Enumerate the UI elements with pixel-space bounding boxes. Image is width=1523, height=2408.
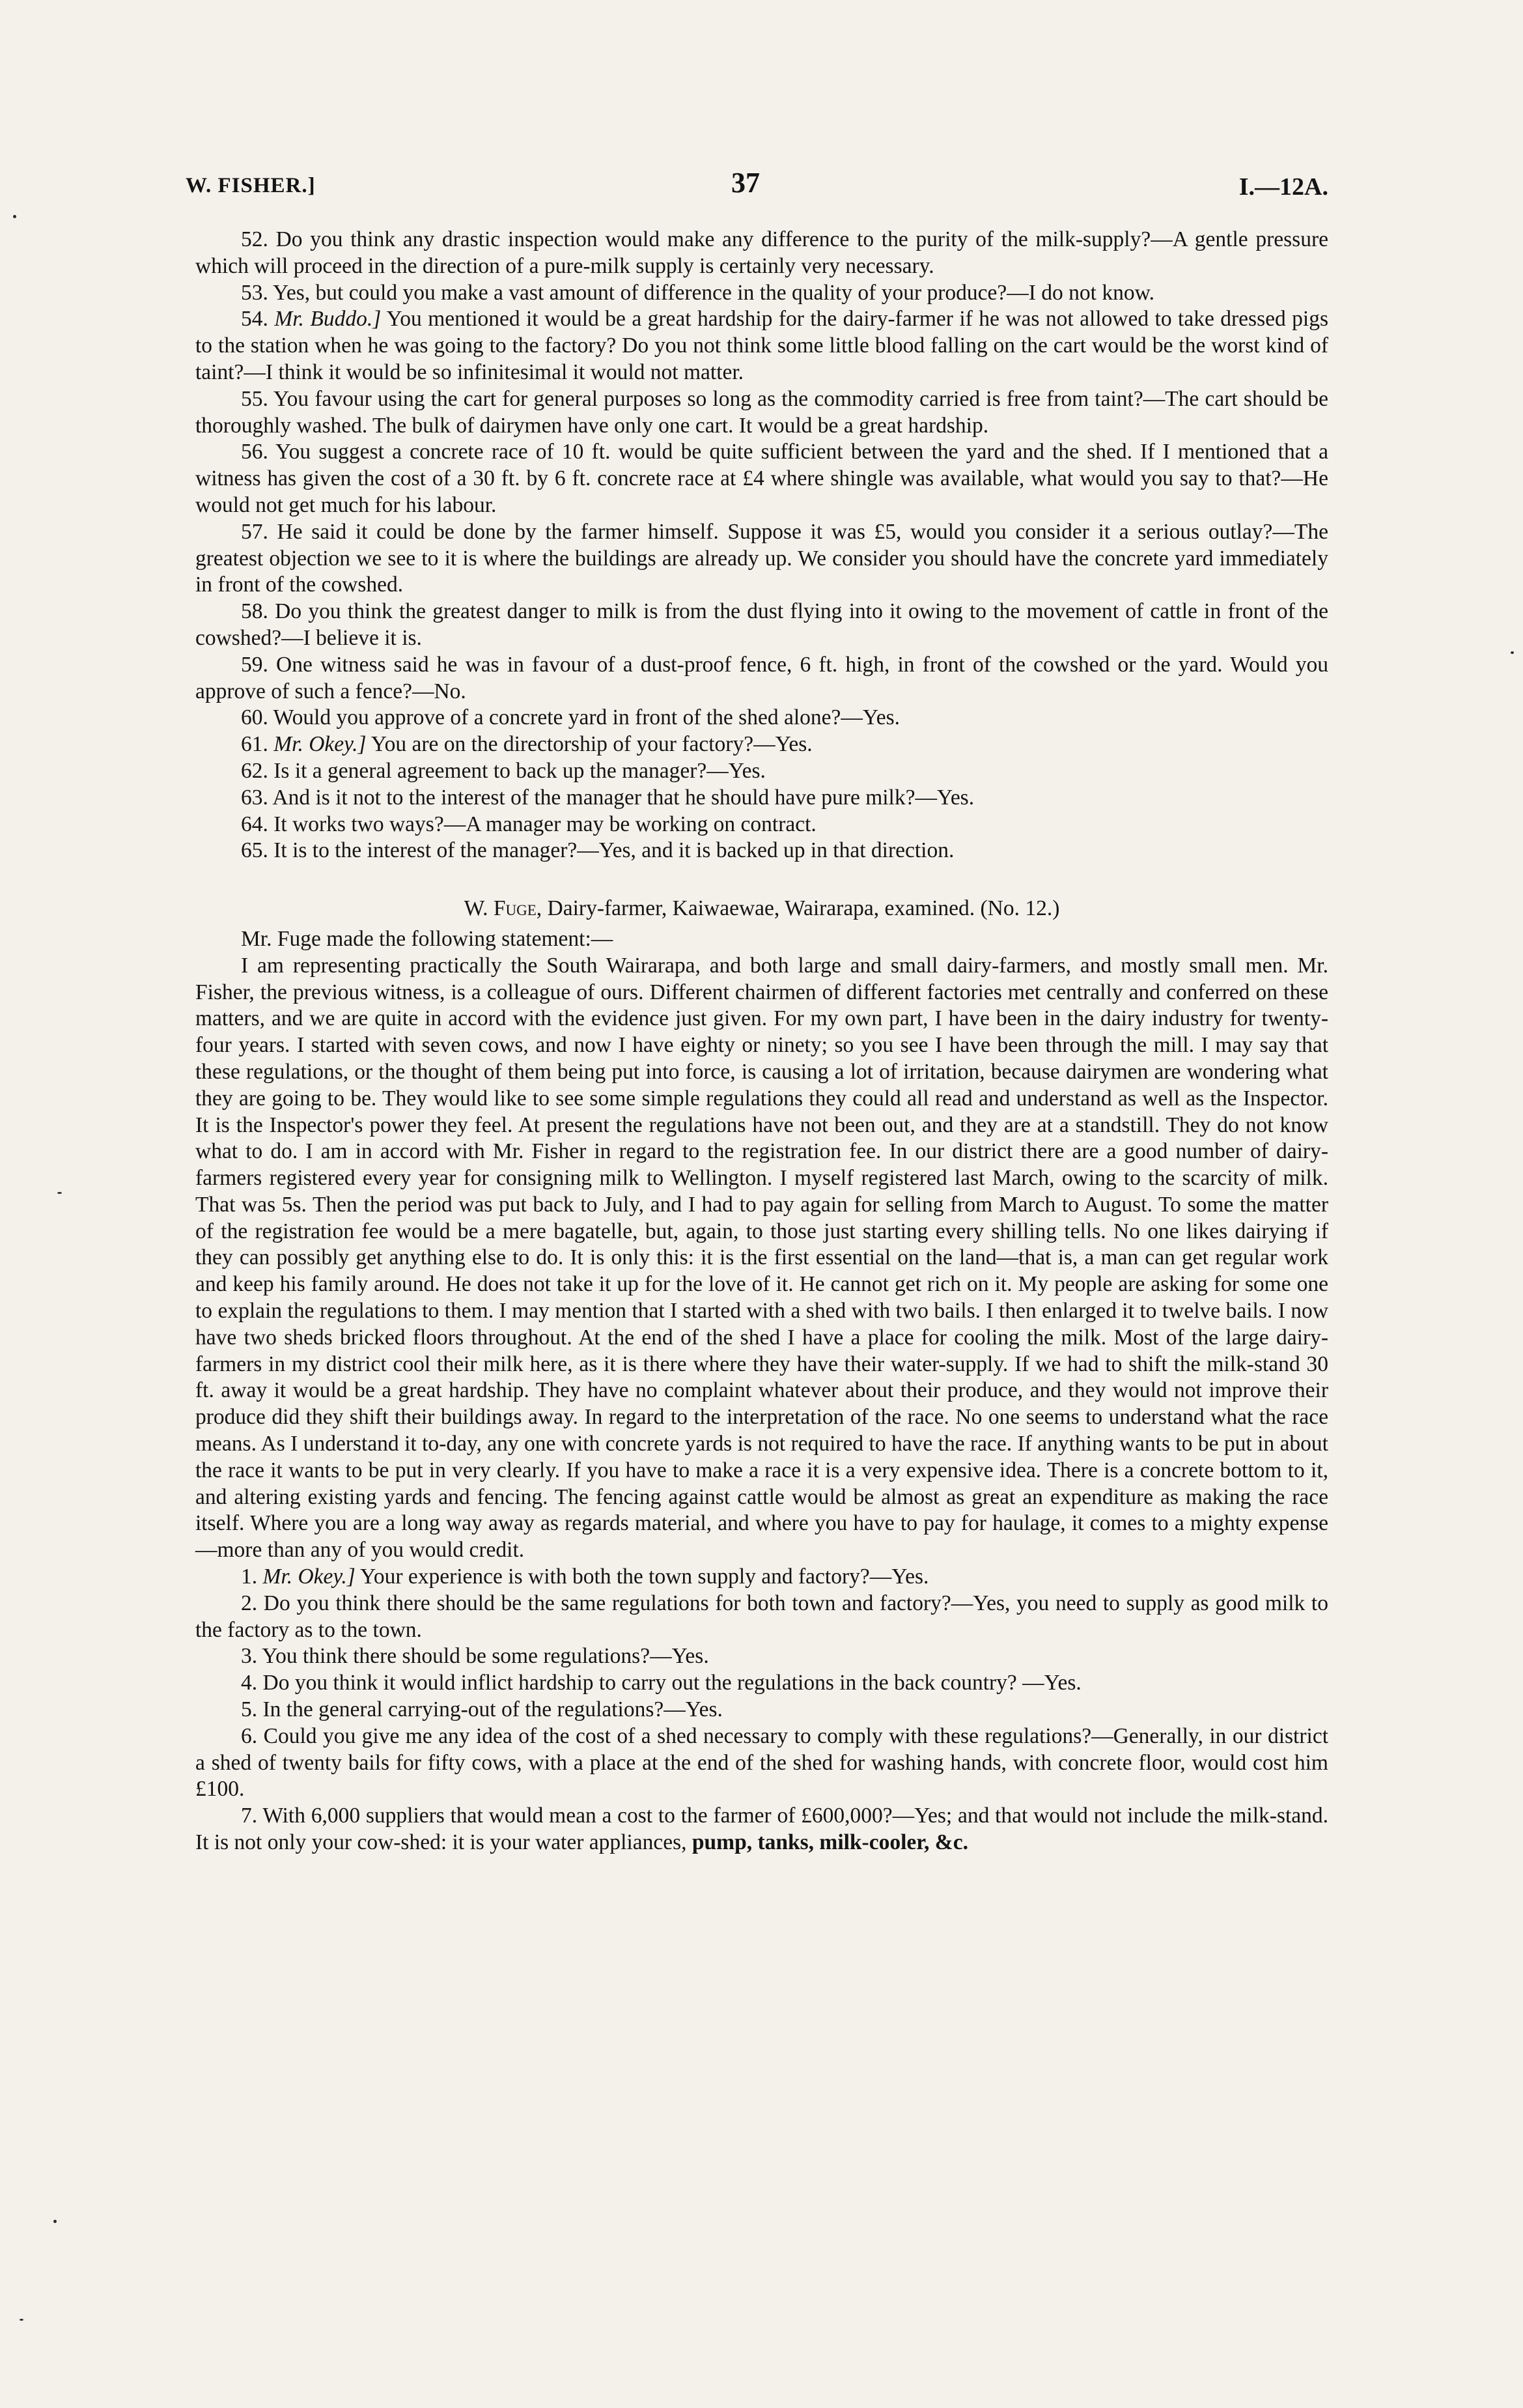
scan-speck bbox=[57, 1192, 62, 1194]
qa-item bbox=[195, 731, 1328, 758]
qa-text: Do you think any drastic inspection would make any difference to the purity of the milk-supply?—A gentle pressure which will proceed in the direction of a pure-milk supply is certainly very necessary. bbox=[195, 227, 1328, 278]
qa-text: Is it a general agreement to back up the manager?—Yes. bbox=[273, 758, 766, 783]
witness-name: Fuge bbox=[493, 896, 537, 921]
question-number: 53. bbox=[241, 280, 268, 305]
question-number: 54. bbox=[241, 307, 268, 332]
qa-item bbox=[195, 1697, 1328, 1723]
scan-speck bbox=[1511, 651, 1514, 654]
qa-item bbox=[195, 1723, 1328, 1803]
question-number: 60. bbox=[241, 705, 268, 730]
qa-item bbox=[195, 812, 1328, 838]
qa-item bbox=[195, 838, 1328, 864]
qa-text: Do you think it would inflict hardship to carry out the regulations in the back country? —Yes. bbox=[262, 1671, 1082, 1695]
document-reference: I.—12A. bbox=[1238, 173, 1328, 201]
qa-item bbox=[195, 652, 1328, 705]
witness-description: , Dairy-farmer, Kaiwaewae, Wairarapa, examined. (No. 12.) bbox=[536, 896, 1060, 921]
witness-statement: I am representing practically the South Wairarapa, and both large and small dairy-farmers, and mostly small men. Mr. Fisher, the previous witness, is a colleague of ours. Different chairmen of different factories met centrally and conferred on these matters, and we are quite in accord with the evidence just given. For my own part, I have been in the dairy industry for twenty-four years. I started with seven cows, and now I have eighty or ninety; so you see I have been through the mill. I may say that these regulations, or the thought of them being put into force, is causing a lot of irritation, because dairymen are wondering what they are going to be. They would like to see some simple regulations they could all read and understand as well as the Inspector. It is the Inspector's power they feel. At present the regulations have not been out, and they are at a standstill. They do not know what to do. I am in accord with Mr. Fisher in regard to the registration fee. In our district there are a good number of dairy-farmers registered every year for consigning milk to Wellington. I myself registered last March, owing to the scarcity of milk. That was 5s. Then the period was put back to July, and I had to pay again for selling from March to August. To some the matter of the registration fee would be a mere bagatelle, but, again, to those just starting every shilling tells. No one likes dairying if they can possibly get anything else to do. It is only this: it is the first essential on the land—that is, a man can get regular work and keep his family around. He does not take it up for the love of it. He cannot get rich on it. My people are asking for some one to explain the regulations to them. I may mention that I started with a shed with two bails. I then enlarged it to twelve bails. I now have two sheds bricked floors throughout. At the end of the shed I have a place for cooling the milk. Most of the large dairy-farmers in my district cool their milk here, as it is there where they have their water-supply. If we had to shift the milk-stand 30 ft. away it would be a great hardship. They have no complaint whatever about their produce, and they would not improve their produce did they shift their buildings away. In regard to the interpretation of the race. No one seems to understand what the race means. As I understand it to-day, any one with concrete yards is not required to have the race. If anything wants to be put in about the race it wants to be put in very clearly. If you have to make a race it is a very expensive idea. There is a concrete bottom to it, and altering existing yards and fencing. The fencing against cattle would be almost as great an expenditure as making the race itself. Where you are a long way away as regards material, and where you have to pay for haulage, it comes to a mighty expense—more than any of you would credit. bbox=[195, 953, 1328, 1563]
witness-heading bbox=[195, 896, 1328, 922]
speaker-name: Mr. Okey.] bbox=[262, 1565, 356, 1589]
qa-text: Your experience is with both the town supply and factory?—Yes. bbox=[359, 1565, 929, 1589]
qa-text: With 6,000 suppliers that would mean a cost to the farmer of £600,000?—Yes; and that would not include the milk-stand. It is not only your cow-shed: it is your water appliances, pump, tanks, milk-cooler, &c. bbox=[195, 1804, 1328, 1855]
qa-item bbox=[195, 1803, 1328, 1856]
qa-item bbox=[195, 599, 1328, 652]
speaker-name: Mr. Okey.] bbox=[273, 732, 367, 757]
page-body bbox=[195, 227, 1328, 1856]
question-number: 58. bbox=[241, 599, 268, 624]
qa-item bbox=[195, 1591, 1328, 1644]
qa-item bbox=[195, 227, 1328, 280]
question-number: 2. bbox=[241, 1591, 258, 1615]
question-number: 5. bbox=[241, 1697, 258, 1722]
qa-text: You mentioned it would be a great hardship for the dairy-farmer if he was not allowed to take dressed pigs to the station when he was going to the factory? Do you not think some little blood falling on the cart would be the worst kind of taint?—I think it would be so infinitesimal it would not matter. bbox=[195, 307, 1329, 384]
question-number: 6. bbox=[241, 1723, 258, 1748]
question-number: 62. bbox=[241, 758, 268, 783]
header-witness-name: W. FISHER.] bbox=[186, 174, 316, 197]
qa-text: Could you give me any idea of the cost of a shed necessary to comply with these regulations?—Generally, in our district a shed of twenty bails for fifty cows, with a place at the end of the shed for washing hands, with concrete floor, would cost him £100. bbox=[195, 1723, 1329, 1802]
question-number: 52. bbox=[241, 227, 268, 251]
qa-item bbox=[195, 785, 1328, 812]
question-number: 4. bbox=[241, 1671, 258, 1695]
page-number: 37 bbox=[731, 167, 760, 199]
qa-text: You favour using the cart for general purposes so long as the commodity carried is free from taint?—The cart should be thoroughly washed. The bulk of dairymen have only one cart. It would be a great hardship. bbox=[195, 386, 1328, 438]
qa-text: And is it not to the interest of the manager that he should have pure milk?—Yes. bbox=[272, 785, 975, 810]
speaker-name: Mr. Buddo.] bbox=[274, 307, 382, 332]
qa-text: One witness said he was in favour of a dust-proof fence, 6 ft. high, in front of the cowshed or the yard. Would you approve of such a fence?—No. bbox=[195, 652, 1329, 703]
qa-text: You suggest a concrete race of 10 ft. would be quite sufficient between the yard and the shed. If I mentioned that a witness has given the cost of a 30 ft. by 6 ft. concrete race at £4 where shingle was available, what would you say to that?—He would not get much for his labour. bbox=[195, 440, 1328, 517]
question-number: 3. bbox=[241, 1644, 258, 1669]
statement-intro: Mr. Fuge made the following statement:— bbox=[241, 926, 613, 951]
question-number: 57. bbox=[241, 519, 268, 544]
qa-text: Do you think the greatest danger to milk is from the dust flying into it owing to the movement of cattle in front of the cowshed?—I believe it is. bbox=[195, 599, 1329, 650]
question-number: 61. bbox=[241, 732, 268, 757]
question-number: 65. bbox=[241, 838, 268, 863]
qa-item bbox=[195, 306, 1328, 386]
qa-item bbox=[195, 280, 1328, 307]
qa-section-fuge bbox=[195, 1564, 1328, 1856]
scan-speck bbox=[13, 215, 16, 218]
qa-item bbox=[195, 1670, 1328, 1697]
qa-text: It is to the interest of the manager?—Yes, and it is backed up in that direction. bbox=[273, 838, 955, 863]
page-header bbox=[186, 166, 1328, 205]
scan-speck bbox=[20, 2319, 23, 2321]
qa-item bbox=[195, 758, 1328, 785]
qa-text: Do you think there should be the same regulations for both town and factory?—Yes, you need to supply as good milk to the factory as to the town. bbox=[195, 1591, 1328, 1642]
question-number: 56. bbox=[241, 440, 268, 464]
qa-text: You think there should be some regulations?—Yes. bbox=[262, 1644, 709, 1669]
qa-item bbox=[195, 519, 1328, 599]
question-number: 59. bbox=[241, 652, 268, 677]
qa-text-bold-tail: pump, tanks, milk-cooler, &c. bbox=[692, 1830, 968, 1855]
qa-text: In the general carrying-out of the regulations?—Yes. bbox=[262, 1697, 723, 1722]
witness-initial: W. bbox=[464, 896, 488, 921]
qa-item bbox=[195, 1643, 1328, 1670]
question-number: 64. bbox=[241, 812, 268, 836]
qa-text: It works two ways?—A manager may be working on contract. bbox=[273, 812, 817, 836]
qa-item bbox=[195, 386, 1328, 440]
question-number: 7. bbox=[241, 1804, 258, 1828]
question-number: 55. bbox=[241, 386, 268, 411]
qa-text: He said it could be done by the farmer himself. Suppose it was £5, would you consider it a serious outlay?—The greatest objection we see to it is where the buildings are already up. We consider you should have the concrete yard immediately in front of the cowshed. bbox=[195, 519, 1329, 597]
scan-speck bbox=[53, 2220, 57, 2223]
qa-section-fisher bbox=[195, 227, 1328, 864]
qa-item bbox=[195, 705, 1328, 731]
qa-item bbox=[195, 439, 1328, 518]
question-number: 1. bbox=[241, 1565, 258, 1589]
question-number: 63. bbox=[241, 785, 268, 810]
qa-text: Would you approve of a concrete yard in front of the shed alone?—Yes. bbox=[273, 705, 900, 730]
qa-text: You are on the directorship of your factory?—Yes. bbox=[370, 732, 813, 757]
qa-text: Yes, but could you make a vast amount of difference in the quality of your produce?—I do not know. bbox=[273, 280, 1154, 305]
qa-item bbox=[195, 1564, 1328, 1591]
